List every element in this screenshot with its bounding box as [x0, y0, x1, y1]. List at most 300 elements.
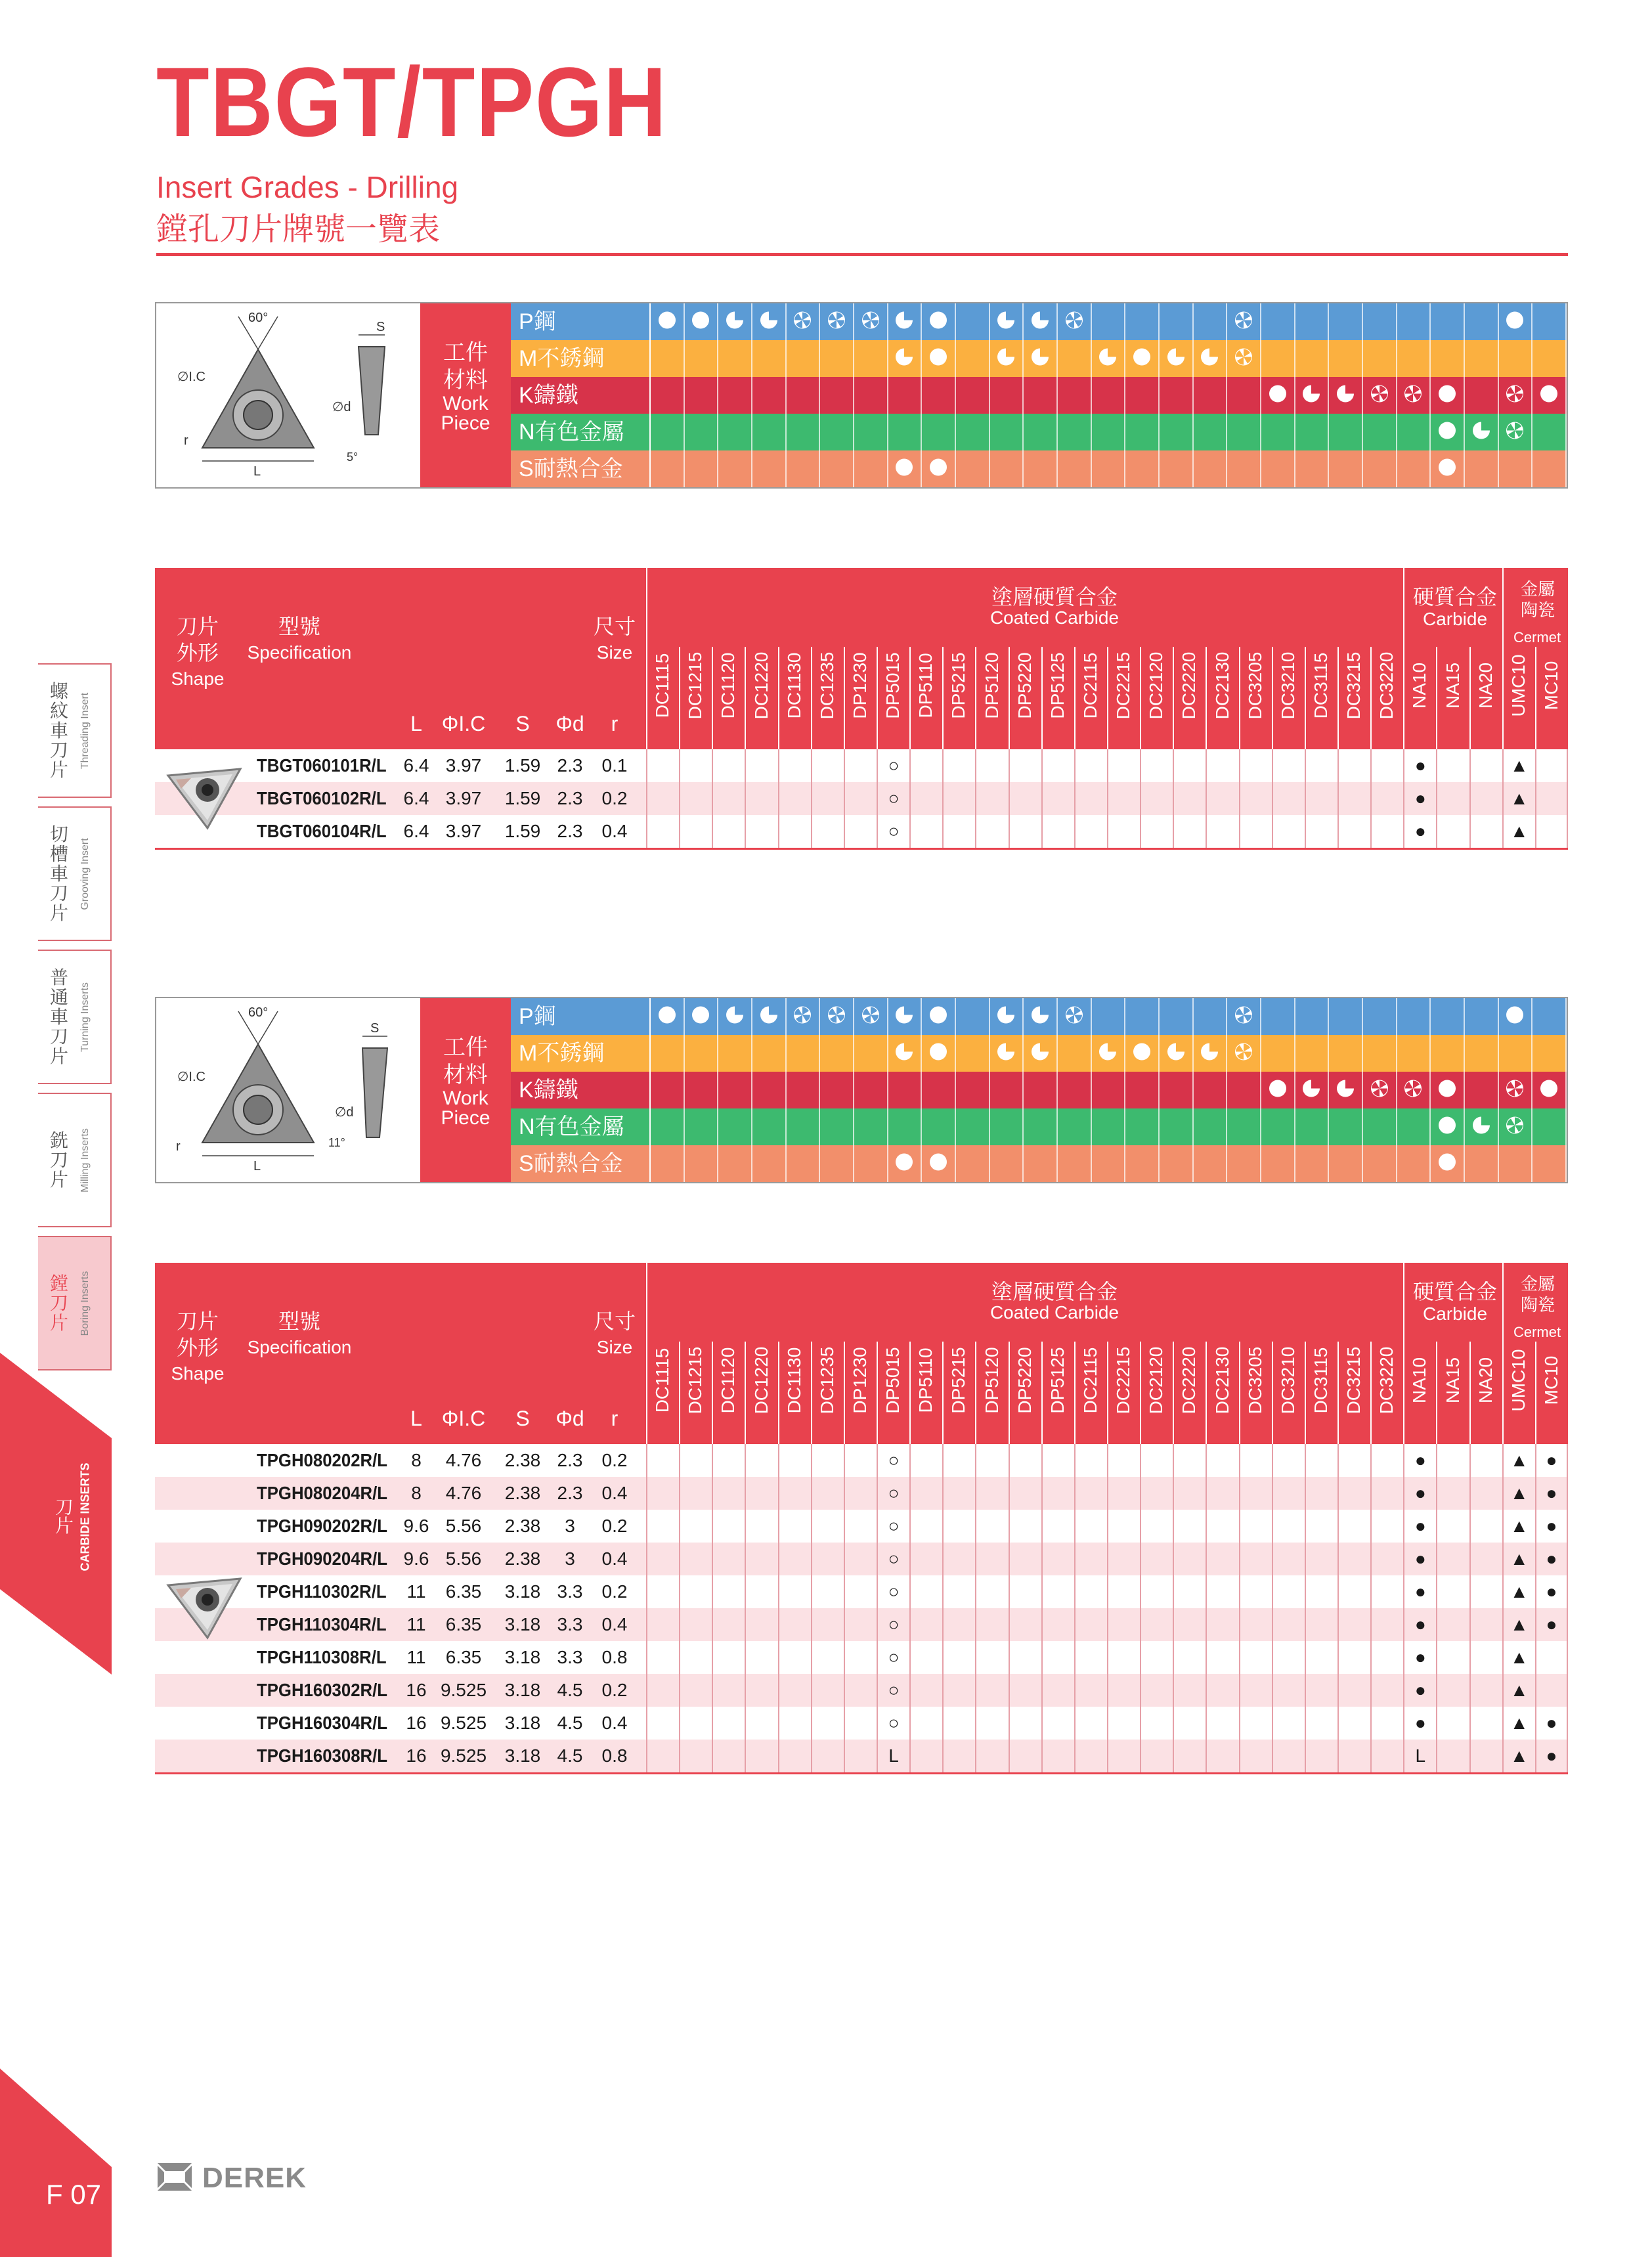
workpiece-cell: [1397, 1072, 1431, 1108]
workpiece-symbol: [725, 1005, 745, 1028]
workpiece-cell: [854, 998, 888, 1035]
grade-mark: ○: [888, 755, 900, 776]
grade-cell: [1535, 1641, 1568, 1674]
grade-cell: [1173, 1543, 1206, 1575]
grade-cell: [1535, 782, 1568, 815]
grade-column-label: [812, 1331, 843, 1430]
cross-circle-icon: [827, 311, 846, 330]
grade-cell: [1009, 1575, 1041, 1608]
grade-cell: [646, 1575, 679, 1608]
shape-label-en: Shape: [171, 1363, 225, 1384]
workpiece-cell: [1160, 1072, 1194, 1108]
side-tab[interactable]: [38, 806, 112, 941]
grade-cell: [646, 782, 679, 815]
side-tab[interactable]: [38, 950, 112, 1084]
grade-cell: [844, 782, 877, 815]
workpiece-symbol: [1132, 1042, 1152, 1065]
title-rule: [156, 253, 1568, 256]
grade-cell: [1337, 1543, 1370, 1575]
workpiece-cell: [1295, 1145, 1330, 1182]
grade-cell: [909, 1444, 942, 1477]
workpiece-row-N: [511, 414, 1567, 452]
workpiece-name: P鋼: [511, 998, 651, 1035]
spec-code: TPGH080202R/L: [257, 1450, 388, 1470]
grade-cell: [1140, 1510, 1173, 1543]
grade-cell: [712, 1707, 745, 1740]
grade-cell: [778, 749, 811, 782]
workpiece-symbol: [1030, 347, 1050, 370]
grade-column-label: [712, 636, 744, 735]
grade-cell: [1436, 1543, 1469, 1575]
workpiece-cell: [1465, 303, 1499, 340]
workpiece-cell: [1465, 998, 1499, 1035]
grade-cell: [1107, 1707, 1140, 1740]
grade-cell: [745, 1608, 777, 1641]
workpiece-cell: [787, 340, 821, 377]
grade-cell: [1140, 1477, 1173, 1510]
grade-mark: ●: [1546, 1516, 1557, 1536]
grade-mark: ▲: [1510, 755, 1529, 776]
workpiece-symbol: [1505, 1005, 1525, 1028]
grade-column-label: [1042, 636, 1074, 735]
dim-l: 9.6: [403, 1516, 429, 1536]
workpiece-symbol: [996, 311, 1016, 334]
three-quarter-circle-icon: [1336, 1079, 1355, 1099]
grade-cell: [1337, 1707, 1370, 1740]
three-quarter-circle-icon: [759, 1005, 779, 1025]
grade-column-label: [844, 636, 876, 735]
grade-cell: [1239, 1608, 1272, 1641]
workpiece-cell: [752, 1108, 787, 1145]
workpiece-cell: [685, 303, 719, 340]
grade-column-label: [1240, 1331, 1271, 1430]
workpiece-symbol: [827, 1005, 846, 1028]
workpiece-cell: [854, 303, 888, 340]
cermet-label-cn-1: 金屬: [1520, 1274, 1555, 1294]
grade-cell: [1009, 1608, 1041, 1641]
workpiece-cell: [820, 303, 854, 340]
workpiece-symbol: [1132, 347, 1152, 370]
grade-cell: [679, 782, 712, 815]
grade-cell: [1107, 1608, 1140, 1641]
grade-cell: [1140, 1444, 1173, 1477]
grade-cell: [646, 815, 679, 848]
grade-cell: [1403, 1575, 1436, 1608]
cross-circle-icon: [793, 1005, 812, 1025]
workpiece-cell: [752, 450, 787, 487]
grade-mark: ▲: [1510, 1450, 1529, 1470]
grade-mark: ○: [888, 1516, 900, 1536]
workpiece-symbol: [1030, 311, 1050, 334]
grade-cell: [1239, 1674, 1272, 1707]
workpiece-cell: [1363, 303, 1397, 340]
grade-cell: [1173, 749, 1206, 782]
full-circle-icon: [1268, 1079, 1288, 1099]
workpiece-cell: [1024, 1072, 1058, 1108]
grade-name: DC3210: [1277, 651, 1298, 720]
workpiece-cell: [1160, 1108, 1194, 1145]
shape-label-cn-2: 外形: [176, 1336, 219, 1359]
grade-cell: [1206, 815, 1238, 848]
grade-mark: ●: [1546, 1581, 1557, 1602]
three-quarter-circle-icon: [1200, 1042, 1219, 1062]
grade-mark: ○: [888, 1581, 900, 1602]
grade-cell: [679, 1575, 712, 1608]
workpiece-cell: [1160, 377, 1194, 414]
grade-column-label: [1536, 636, 1567, 735]
grade-column-label: [1207, 1331, 1238, 1430]
workpiece-cell: [1261, 1145, 1295, 1182]
grade-cell: [1469, 1543, 1502, 1575]
workpiece-cell: [1499, 998, 1533, 1035]
grade-name: DP5110: [915, 653, 936, 718]
grade-name: DC2115: [1079, 1347, 1100, 1414]
grade-cell: [1074, 1707, 1107, 1740]
grade-cell: [1239, 1477, 1272, 1510]
workpiece-cell: [1465, 1035, 1499, 1072]
grade-cell: [942, 1575, 975, 1608]
dim-l: 11: [406, 1647, 426, 1667]
grade-cell: [1370, 1674, 1403, 1707]
cross-circle-icon: [793, 311, 812, 330]
spec-code: TPGH160302R/L: [257, 1680, 388, 1700]
grade-cell: [1535, 1543, 1568, 1575]
workpiece-name: N有色金屬: [511, 414, 651, 450]
workpiece-cell: [1295, 1035, 1330, 1072]
cermet-label-en: Cermet: [1513, 1324, 1561, 1340]
grade-name: UMC10: [1508, 1349, 1529, 1412]
spec-code: TPGH080204R/L: [257, 1483, 388, 1503]
workpiece-cell: [1024, 1108, 1058, 1145]
workpiece-symbol: [1505, 384, 1525, 407]
grade-cell: [942, 1641, 975, 1674]
side-tab-label-cn: 鏜刀片: [49, 1273, 68, 1333]
cross-circle-icon: [1234, 347, 1253, 367]
grade-cell: [1469, 1477, 1502, 1510]
workpiece-symbol: [1437, 384, 1457, 407]
table-row: [155, 1575, 1568, 1608]
side-tab-label-en: Grooving Insert: [79, 837, 91, 910]
workpiece-cells: [651, 1145, 1567, 1182]
grade-cell: [877, 749, 909, 782]
grade-cell: [1337, 1575, 1370, 1608]
grade-cell: [1403, 1477, 1436, 1510]
workpiece-cell: [888, 414, 923, 450]
grade-cell: [646, 1641, 679, 1674]
three-quarter-circle-icon: [996, 1042, 1016, 1062]
workpiece-cell: [1431, 340, 1465, 377]
dim-ic: 3.97: [445, 821, 482, 841]
three-quarter-circle-icon: [996, 1005, 1016, 1025]
dim-s: 3.18: [504, 1647, 541, 1667]
grade-column-label: [647, 1331, 678, 1430]
dim-s: 3.18: [504, 1713, 541, 1733]
grade-cell: [712, 1543, 745, 1575]
table-row: [155, 1477, 1568, 1510]
grade-cell: [1206, 782, 1238, 815]
dim-l: 6.4: [403, 755, 429, 776]
workpiece-symbol: [1200, 1042, 1219, 1065]
grade-name: DC2130: [1211, 651, 1232, 720]
workpiece-symbol: [928, 1042, 948, 1065]
workpiece-cell: [1465, 414, 1499, 450]
dim-header: r: [611, 1407, 619, 1430]
grade-cell: [1041, 1575, 1074, 1608]
dim-ic: 3.97: [445, 788, 482, 808]
grade-cell: [877, 782, 909, 815]
grade-name: DP5220: [1014, 652, 1035, 719]
workpiece-cell: [1295, 377, 1330, 414]
spec-code: TPGH110302R/L: [257, 1581, 387, 1602]
grade-cell: [877, 1740, 909, 1772]
grade-cell: [1272, 1444, 1305, 1477]
workpiece-cell: [651, 998, 685, 1035]
workpiece-cell: [787, 414, 821, 450]
workpiece-cell: [787, 377, 821, 414]
full-circle-icon: [894, 458, 914, 477]
grade-cell: [1272, 782, 1305, 815]
workpiece-cell: [1092, 998, 1126, 1035]
grade-cell: [712, 749, 745, 782]
grade-name: DC3220: [1376, 651, 1397, 720]
grade-cell: [1239, 815, 1272, 848]
workpiece-symbol: [1098, 1042, 1118, 1065]
workpiece-symbol: [894, 1152, 914, 1175]
grade-cell: [1272, 815, 1305, 848]
dim-ic: 6.35: [445, 1647, 482, 1667]
diagram-d: ∅d: [332, 400, 351, 414]
workpiece-cell: [718, 303, 752, 340]
workpiece-cell: [718, 377, 752, 414]
side-tab-label-en: Boring Inserts: [79, 1271, 91, 1336]
grade-cell: [646, 1477, 679, 1510]
cross-circle-icon: [827, 1005, 846, 1025]
workpiece-cell: [685, 1145, 719, 1182]
grade-cell: [1041, 815, 1074, 848]
workpiece-cell: [956, 1072, 990, 1108]
workpiece-symbol: [928, 347, 948, 370]
grade-cell: [1206, 1740, 1238, 1772]
workpiece-cell: [1329, 998, 1363, 1035]
grade-cell: [1403, 815, 1436, 848]
grade-cell: [712, 1477, 745, 1510]
workpiece-cell: [1024, 377, 1058, 414]
grade-name: DC1115: [652, 653, 673, 718]
grade-name: MC10: [1540, 661, 1561, 711]
grade-cell: [778, 1674, 811, 1707]
grade-name: DC3115: [1310, 652, 1331, 719]
grade-mark: ▲: [1510, 1516, 1529, 1536]
workpiece-label-cn-2: 材料: [443, 1063, 488, 1087]
workpiece-cells: [651, 340, 1567, 377]
workpiece-cell: [854, 1035, 888, 1072]
workpiece-symbol: [928, 458, 948, 481]
grade-cell: [1370, 1641, 1403, 1674]
workpiece-row-K: [511, 377, 1567, 415]
grade-cell: [975, 749, 1008, 782]
grade-column-label: [1075, 1331, 1106, 1430]
workpiece-cell: [1058, 1145, 1092, 1182]
side-tab-label-cn: 普通車刀片: [49, 967, 68, 1066]
workpiece-cell: [1261, 450, 1295, 487]
workpiece-cell: [1092, 1108, 1126, 1145]
workpiece-cell: [1363, 998, 1397, 1035]
workpiece-cell: [990, 340, 1024, 377]
grade-cell: [1535, 1575, 1568, 1608]
workpiece-cell: [1261, 1108, 1295, 1145]
three-quarter-circle-icon: [1166, 347, 1186, 367]
dim-header: L: [410, 712, 422, 735]
three-quarter-circle-icon: [894, 347, 914, 367]
grade-cell: [1502, 1707, 1535, 1740]
workpiece-cell: [1058, 414, 1092, 450]
grade-cell: [1173, 1510, 1206, 1543]
grade-name: DP1230: [849, 652, 870, 719]
grade-cell: [844, 1477, 877, 1510]
grade-mark: L: [1415, 1745, 1426, 1766]
spec-code: TBGT060104R/L: [257, 821, 387, 841]
workpiece-cell: [990, 303, 1024, 340]
workpiece-cell: [1194, 1035, 1228, 1072]
grade-cell: [1107, 1543, 1140, 1575]
grade-cell: [811, 1740, 844, 1772]
workpiece-cell: [1227, 1145, 1261, 1182]
workpiece-cell: [1227, 998, 1261, 1035]
grade-cell: [942, 1444, 975, 1477]
dim-l: 8: [411, 1450, 422, 1470]
grade-cell: [975, 782, 1008, 815]
grade-mark: ○: [888, 1680, 900, 1700]
workpiece-symbol: [928, 1005, 948, 1028]
size-label-en: Size: [596, 642, 633, 663]
grade-column-label: [910, 636, 942, 735]
workpiece-cell: [1227, 1072, 1261, 1108]
workpiece-cell: [956, 998, 990, 1035]
grade-cell: [975, 1608, 1008, 1641]
workpiece-cell: [1092, 1035, 1126, 1072]
grade-cell: [1272, 1510, 1305, 1543]
grade-column-label: [1141, 636, 1172, 735]
diagram-angle: 60°: [248, 311, 269, 325]
grade-cell: [1337, 1510, 1370, 1543]
grade-cell: [1041, 749, 1074, 782]
workpiece-cell: [1329, 1035, 1363, 1072]
grade-cell: [679, 749, 712, 782]
grade-cell: [1173, 1740, 1206, 1772]
side-tab[interactable]: [38, 1093, 112, 1227]
workpiece-cell: [1160, 340, 1194, 377]
dim-l: 9.6: [403, 1548, 429, 1569]
grade-mark: ▲: [1510, 1614, 1529, 1634]
grade-cell: [844, 1510, 877, 1543]
grade-cell: [1469, 782, 1502, 815]
workpiece-symbol: [1030, 1005, 1050, 1028]
workpiece-label-en-1: Work: [443, 393, 489, 414]
grade-mark: ●: [1414, 1483, 1426, 1503]
dim-r: 0.4: [601, 821, 628, 841]
grade-cell: [1502, 1740, 1535, 1772]
workpiece-symbol: [894, 1042, 914, 1065]
grade-cell: [1337, 1608, 1370, 1641]
grade-mark: ●: [1546, 1745, 1557, 1766]
workpiece-cell: [820, 377, 854, 414]
dim-s: 2.38: [504, 1548, 541, 1569]
grade-cell: [778, 1444, 811, 1477]
grade-cell: [1140, 1707, 1173, 1740]
grade-cell: [1107, 1674, 1140, 1707]
grade-cell: [646, 1543, 679, 1575]
workpiece-cell: [1261, 340, 1295, 377]
grade-cell: [1403, 1641, 1436, 1674]
grade-cell: [679, 815, 712, 848]
workpiece-cell: [718, 450, 752, 487]
dim-r: 0.4: [601, 1614, 628, 1634]
workpiece-symbol: [1268, 384, 1288, 407]
grade-cell: [646, 1608, 679, 1641]
grade-cell: [1535, 1477, 1568, 1510]
workpiece-symbol: [759, 311, 779, 334]
grade-column-label: [1272, 636, 1304, 735]
grade-cell: [1403, 1740, 1436, 1772]
size-label-en: Size: [596, 1337, 633, 1357]
grade-cell: [745, 1641, 777, 1674]
full-circle-icon: [1437, 1152, 1457, 1172]
workpiece-cell: [820, 1108, 854, 1145]
workpiece-cell: [685, 1108, 719, 1145]
workpiece-cell: [1125, 340, 1160, 377]
workpiece-cell: [956, 450, 990, 487]
grade-name: DP5215: [948, 652, 969, 719]
workpiece-symbol: [1437, 421, 1457, 444]
grade-cell: [679, 1608, 712, 1641]
cross-circle-icon: [1505, 421, 1525, 441]
dim-d: 3.3: [557, 1647, 583, 1667]
grade-name: DC1115: [652, 1348, 673, 1413]
grade-mark: ○: [888, 1483, 900, 1503]
grade-column-label: [943, 636, 974, 735]
three-quarter-circle-icon: [1471, 421, 1491, 441]
grade-cell: [1107, 1641, 1140, 1674]
cross-circle-icon: [1064, 1005, 1084, 1025]
grade-mark: ▲: [1510, 1647, 1529, 1667]
workpiece-cell: [1363, 414, 1397, 450]
workpiece-symbol: [1336, 384, 1355, 407]
grade-name: DC3205: [1244, 651, 1265, 720]
side-tab[interactable]: [38, 663, 112, 798]
workpiece-symbol: [1166, 347, 1186, 370]
workpiece-cell: [752, 1145, 787, 1182]
workpiece-cell: [888, 1108, 923, 1145]
dim-s: 3.18: [504, 1745, 541, 1766]
workpiece-cell: [1125, 1035, 1160, 1072]
workpiece-name: M不銹鋼: [511, 1035, 651, 1072]
grade-mark: ○: [888, 1713, 900, 1733]
workpiece-row-N: [511, 1108, 1567, 1147]
side-tab[interactable]: [38, 1236, 112, 1370]
diagram-angle: 60°: [248, 1005, 269, 1020]
grade-name: DC2215: [1113, 651, 1134, 720]
grade-cell: [745, 815, 777, 848]
three-quarter-circle-icon: [1166, 1042, 1186, 1062]
workpiece-cell: [787, 450, 821, 487]
workpiece-symbol: [1505, 1116, 1525, 1139]
grade-cell: [1305, 1674, 1337, 1707]
workpiece-cell: [956, 1035, 990, 1072]
grade-cell: [1469, 1608, 1502, 1641]
grade-cell: [909, 1740, 942, 1772]
workpiece-cell: [1499, 450, 1533, 487]
dim-l: 6.4: [403, 821, 429, 841]
